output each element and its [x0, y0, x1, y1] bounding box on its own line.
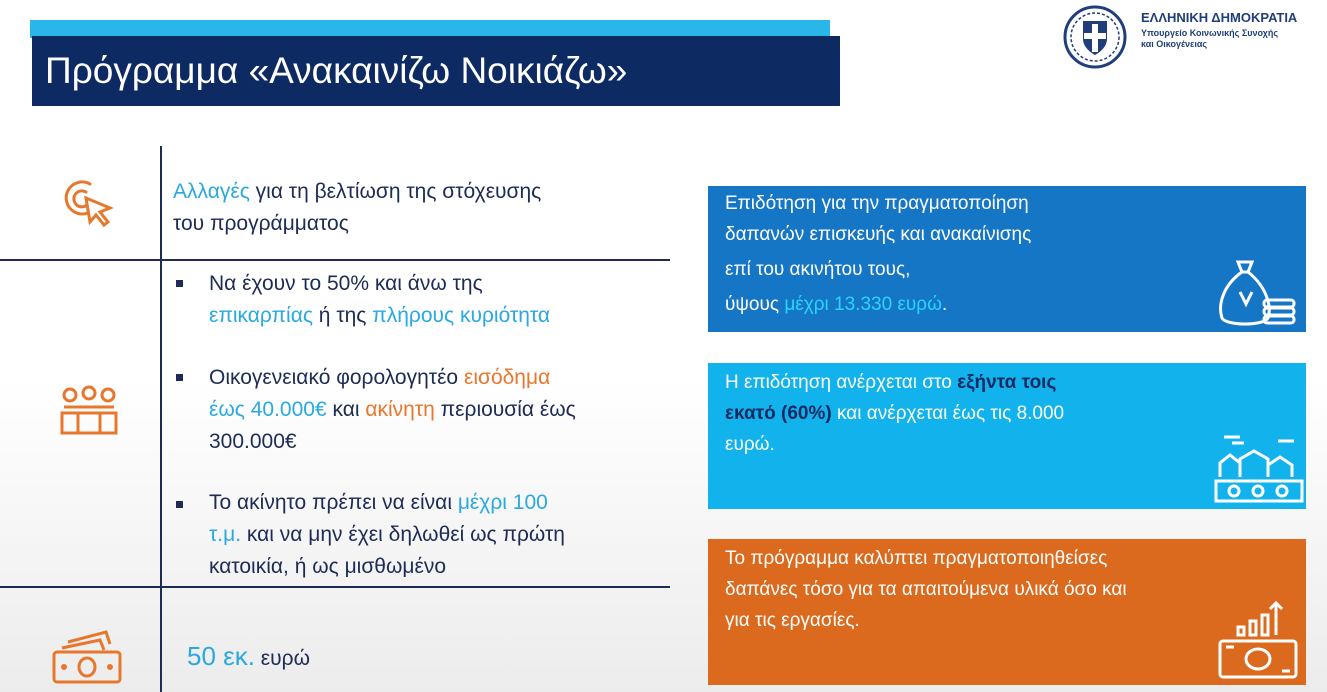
- bullet-income-post: περιουσία έως: [434, 398, 576, 421]
- box1-line4-post: .: [941, 294, 948, 315]
- bullet-property-size: [209, 487, 565, 583]
- bullet-marker: [176, 374, 183, 381]
- size-highlight: μέχρι 100: [457, 491, 548, 514]
- box1-line4-pre: ύψους: [725, 294, 785, 315]
- subsidy-amount-box: [708, 186, 1306, 332]
- box1-line2: δαπανών επισκευής και ανακαίνισης: [725, 224, 1032, 245]
- ministry-line-2: και Οικογένειας: [1141, 39, 1208, 49]
- houses-icon: [1214, 429, 1304, 505]
- full-ownership-highlight: πλήρους κυριότητα: [372, 304, 551, 327]
- changes-heading-line1: για τη βελτίωση της στόχευσης: [249, 180, 542, 203]
- max-amount-highlight: μέχρι 13.330 ευρώ: [784, 294, 942, 315]
- box2-line1-pre: Η επιδότηση ανέρχεται στο: [725, 372, 958, 393]
- covered-expenses-box: [708, 539, 1306, 685]
- box1-line1: Επιδότηση για την πραγματοποίηση: [725, 193, 1029, 214]
- subsidy-percentage-box: [708, 363, 1306, 509]
- bullet-ownership-line1: Να έχουν το 50% και άνω της: [209, 272, 483, 295]
- table-divider-1: [0, 259, 670, 261]
- ministry-line-1: Υπουργείο Κοινωνικής Συνοχής: [1141, 28, 1278, 38]
- property-limit: 300.000€: [209, 430, 297, 453]
- changes-highlight: Αλλαγές: [173, 180, 250, 203]
- government-name: ΕΛΛΗΝΙΚΗ ΔΗΜΟΚΡΑΤΙΑ: [1141, 10, 1298, 25]
- ministry-name: [1141, 28, 1278, 50]
- people-group-icon: [58, 385, 120, 437]
- sqm-highlight: τ.μ.: [209, 523, 242, 546]
- table-divider-2: [0, 586, 670, 588]
- target-cursor-icon: [60, 176, 118, 230]
- box1-line3: επί του ακινήτου τους,: [725, 259, 911, 280]
- income-limit-highlight: έως 40.000€: [209, 398, 327, 421]
- page-title: Πρόγραμμα «Ανακαινίζω Νοικιάζω»: [45, 50, 628, 91]
- income-highlight: εισόδημα: [463, 366, 551, 389]
- banknote-growth-icon: [1216, 597, 1300, 681]
- greek-coat-of-arms-logo: [1063, 5, 1127, 69]
- budget-amount: 50 εκ.: [187, 641, 255, 671]
- bullet-ownership-mid: ή της: [312, 304, 373, 327]
- budget-unit: ευρώ: [254, 647, 310, 670]
- bullet-income-line1: Οικογενειακό φορολογητέο: [209, 366, 464, 389]
- changes-heading-line2: του προγράμματος: [173, 212, 349, 235]
- bullet-size-line3: κατοικία, ή ως μισθωμένο: [209, 555, 447, 578]
- budget-total: [187, 638, 310, 677]
- box2-line3: ευρώ.: [725, 434, 775, 455]
- bullet-ownership: [209, 268, 550, 332]
- box3-line2: δαπάνες τόσο για τα απαιτούμενα υλικά όσο και: [725, 579, 1127, 600]
- changes-heading: [173, 176, 541, 240]
- bullet-marker: [176, 280, 183, 287]
- bullet-size-line1: Το ακίνητο πρέπει να είναι: [209, 491, 458, 514]
- property-highlight: ακίνητη: [365, 398, 435, 421]
- bullet-income-mid: και: [326, 398, 366, 421]
- bullet-income: [209, 362, 576, 458]
- table-vertical-divider: [160, 146, 162, 692]
- banknotes-icon: [50, 628, 124, 686]
- bullet-marker: [176, 501, 183, 508]
- box3-line3: για τις εργασίες.: [725, 610, 860, 631]
- sixty-percent-highlight: εξήντα τοις: [957, 372, 1057, 393]
- money-bag-coins-icon: [1214, 256, 1300, 330]
- bullet-size-line2: και να μην έχει δηλωθεί ως πρώτη: [241, 523, 565, 546]
- box3-line1: Το πρόγραμμα καλύπτει πραγματοποιηθείσες: [725, 548, 1108, 569]
- percent-highlight: εκατό (60%): [725, 403, 832, 424]
- box2-line2-post: και ανέρχεται έως τις 8.000: [831, 403, 1065, 424]
- usufruct-highlight: επικαρπίας: [209, 304, 313, 327]
